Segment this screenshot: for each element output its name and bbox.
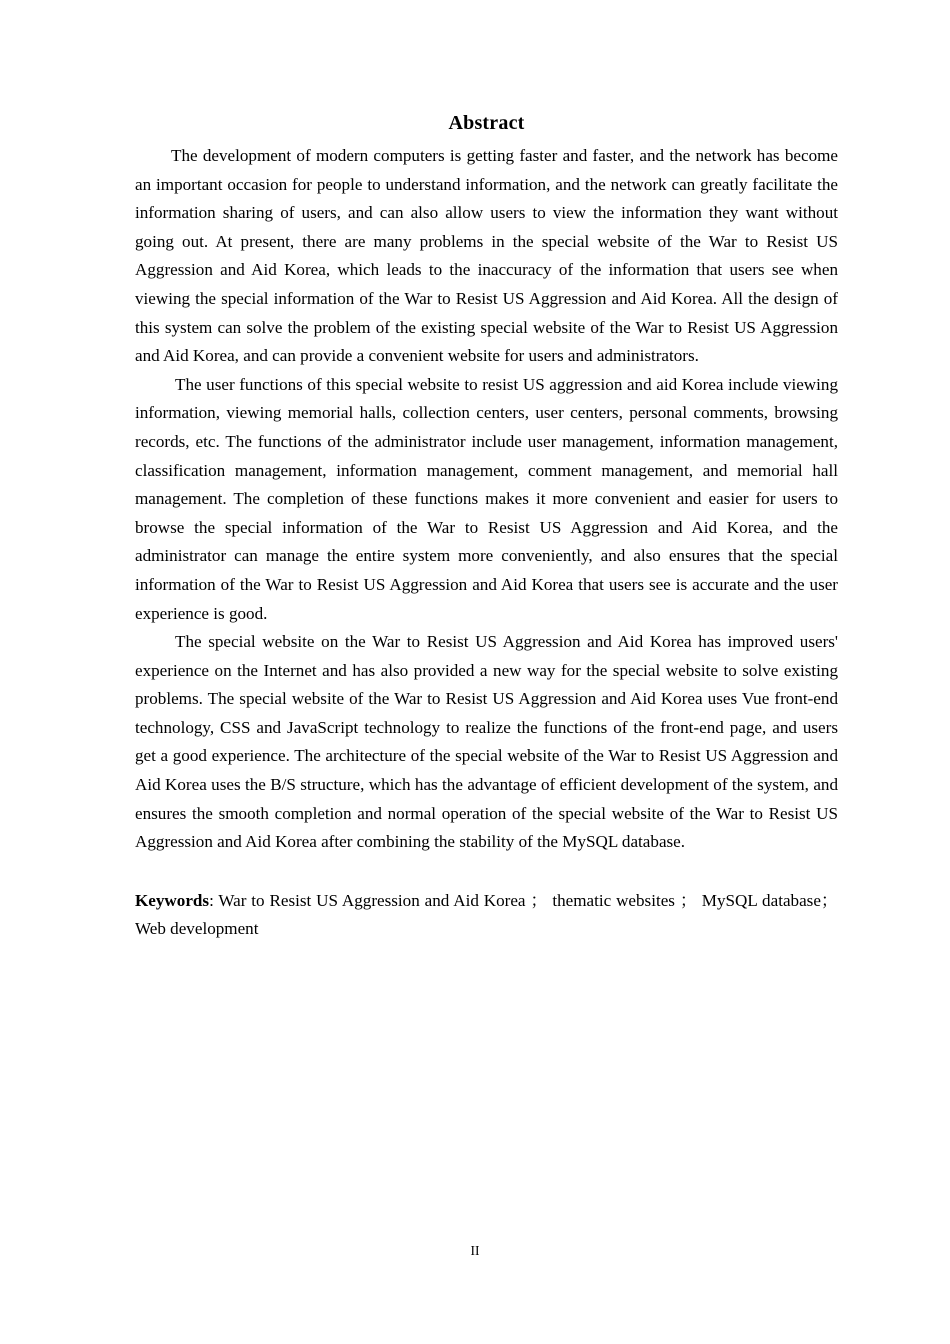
- abstract-section: [135, 112, 838, 944]
- abstract-paragraph-3: The special website on the War to Resist US Aggression and Aid Korea has improved users' experience on the Internet and has also provided a new way for the special website to solve existing problems. The special website of the War to Resist US Aggression and Aid Korea uses Vue front-end technology, CSS and JavaScript technology to realize the functions of the front-end page, and users get a good experience. The architecture of the special website of the War to Resist US Aggression and Aid Korea uses the B/S structure, which has the advantage of efficient development of the system, and ensures the smooth completion and normal operation of the special website of the War to Resist US Aggression and Aid Korea after combining the stability of the MySQL database.: [135, 632, 838, 852]
- keywords-value: : War to Resist US Aggression and Aid Korea ； thematic websites ； MySQL database； Web development: [135, 890, 838, 939]
- page-title: Abstract: [448, 112, 525, 134]
- abstract-paragraph-1: The development of modern computers is getting faster and faster, and the network has become an important occasion for people to understand information, and the network can greatly facilitate the information sharing of users, and can also allow users to view the information they want without going out. At present, there are many problems in the special website of the War to Resist US Aggression and Aid Korea, which leads to the inaccuracy of the information that users see when viewing the special information of the War to Resist US Aggression and Aid Korea. All the design of this system can solve the problem of the existing special website of the War to Resist US Aggression and Aid Korea, and can provide a convenient website for users and administrators.: [135, 146, 838, 366]
- page-number: II: [470, 1243, 480, 1258]
- keywords-label: Keywords: [135, 890, 210, 910]
- keywords-line: [135, 887, 838, 944]
- abstract-paragraph-2: The user functions of this special website to resist US aggression and aid Korea include viewing information, viewing memorial halls, collection centers, user centers, personal comments, browsing records, etc. The functions of the administrator include user management, information management, classification management, information management, comment management, and memorial hall management. The completion of these functions makes it more convenient and easier for users to browse the special information of the War to Resist US Aggression and Aid Korea, and the administrator can manage the entire system more conveniently, and also ensures that the special information of the War to Resist US Aggression and Aid Korea that users see is accurate and the user experience is good.: [135, 374, 838, 623]
